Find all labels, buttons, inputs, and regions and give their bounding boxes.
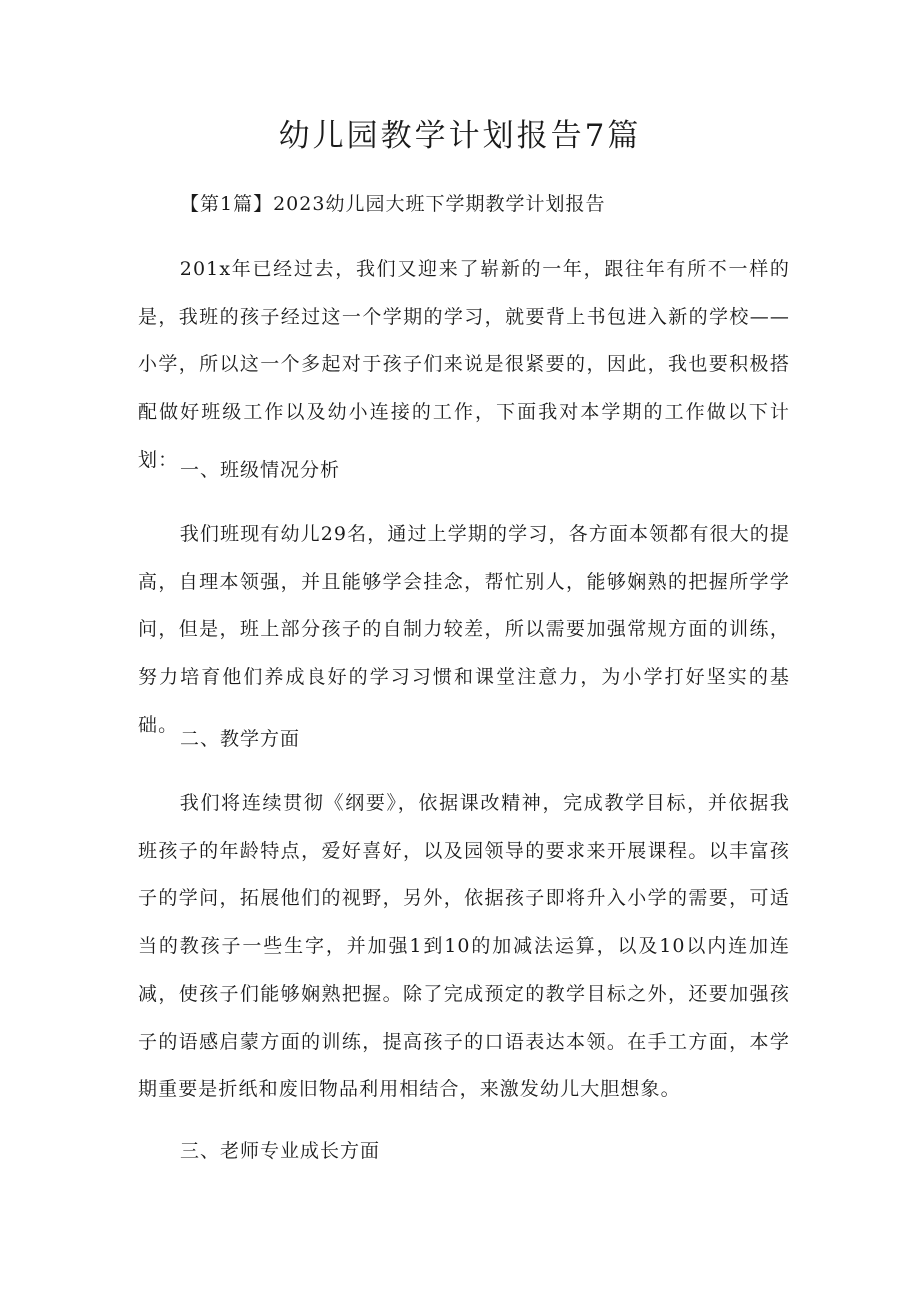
heading-class-analysis: 一、班级情况分析 [180,459,341,481]
paragraph-teaching: 我们将连续贯彻《纲要》，依据课改精神，完成教学目标，并依据我班孩子的年龄特点，爱好喜好，以及园领导的要求来开展课程。以丰富孩子的学问，拓展他们的视野，另外，依据孩子即将升入小学的需要，可适当的教孩子一些生字，并加强1到10的加减法运算，以及10以内连加连减，使孩子们能够娴熟把握。除了完成预定的教学目标之外，还要加强孩子的语感启蒙方面的训练，提高孩子的口语表达本领。在手工方面，本学期重要是折纸和废旧物品利用相结合，来激发幼儿大胆想象。 [138,792,790,1101]
paragraph-class-analysis: 我们班现有幼儿29名，通过上学期的学习，各方面本领都有很大的提高，自理本领强，并且能够学会挂念，帮忙别人，能够娴熟的把握所学学问，但是，班上部分孩子的自制力较差，所以需要加强常规方面的训练，努力培育他们养成良好的学习习惯和课堂注意力，为小学打好坚实的基础。 [138,523,790,736]
paragraph-intro: 201x年已经过去，我们又迎来了崭新的一年，跟往年有所不一样的是，我班的孩子经过这一个学期的学习，就要背上书包进入新的学校——小学，所以这一个多起对于孩子们来说是很紧要的，因此，我也要积极搭配做好班级工作以及幼小连接的工作，下面我对本学期的工作做以下计划： [138,258,790,471]
document-title: 幼儿园教学计划报告7篇 [278,118,642,154]
heading-teaching: 二、教学方面 [180,728,301,750]
heading-teacher-growth: 三、老师专业成长方面 [180,1140,381,1162]
section-subtitle: 【第1篇】2023幼儿园大班下学期教学计划报告 [180,193,606,215]
